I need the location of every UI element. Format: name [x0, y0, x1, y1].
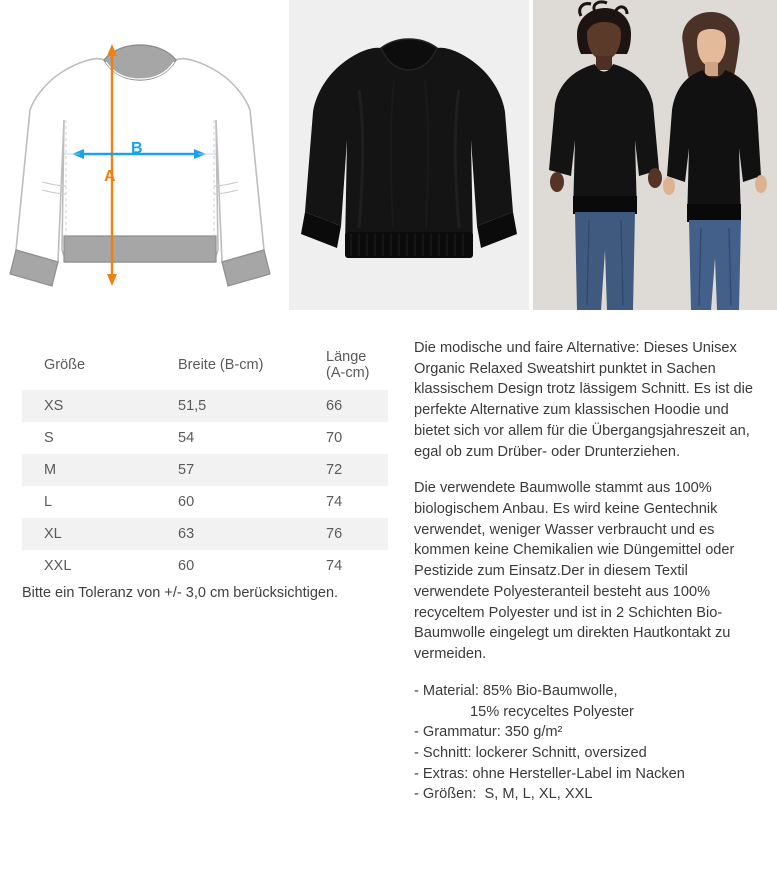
- technical-drawing-panel: [0, 0, 285, 310]
- column-header-size: Größe: [44, 357, 86, 373]
- cell-size: M: [44, 462, 57, 478]
- length-dimension-label: A: [104, 168, 116, 185]
- table-row: [22, 390, 388, 422]
- size-table-wrapper: [22, 340, 388, 582]
- cell-length: 74: [326, 558, 343, 574]
- table-row: [22, 518, 388, 550]
- spec-extras: - Extras: ohne Hersteller-Label im Nacken: [414, 765, 685, 782]
- cell-width: 54: [178, 430, 195, 446]
- cell-size: XXL: [44, 558, 72, 574]
- cell-size: XS: [44, 398, 64, 414]
- product-description: [414, 338, 754, 805]
- product-photo-panel: [289, 0, 529, 310]
- size-table-body: [22, 390, 388, 582]
- tolerance-note: Bitte ein Toleranz von +/- 3,0 cm berücksichtigen.: [22, 585, 339, 601]
- spec-fit: - Schnitt: lockerer Schnitt, oversized: [414, 744, 647, 761]
- cell-width: 63: [178, 526, 195, 542]
- spec-material-secondary: 15% recyceltes Polyester: [470, 703, 634, 720]
- description-paragraph-1: Die modische und faire Alternative: Dieses Unisex Organic Relaxed Sweatshirt punktet in Sachen klassischem Design trotz lässigem Schnitt. Es ist die perfekte Alternative zum klassischen Hoodie und bietet sich vor allem für die Übergangsjahreszeit an, egal ob zum Drüber- oder Drunterziehen.: [414, 340, 754, 460]
- width-dimension-label: B: [131, 140, 143, 157]
- cell-length: 66: [326, 398, 343, 414]
- spec-weight: - Grammatur: 350 g/m²: [414, 724, 563, 741]
- cell-size: XL: [44, 526, 62, 542]
- table-row: [22, 486, 388, 518]
- models-photo-panel: [533, 0, 777, 310]
- description-paragraph-2: Die verwendete Baumwolle stammt aus 100% biologischem Anbau. Es wird keine Gentechnik verwendet, weniger Wasser verbraucht und es kommen keine Chemikalien wie Düngemittel oder Pestizide zum Einsatz.Der in diesem Textil verwendete Polyesteranteil besteht aus 100% recyceltem Polyester und ist in 2 Schichten Bio-Baumwolle eingelegt um direkten Hautkontakt zu vermeiden.: [414, 480, 735, 663]
- size-table-header-row: [22, 340, 388, 390]
- cell-length: 76: [326, 526, 343, 542]
- black-sweatshirt-photo: [289, 0, 529, 310]
- cell-width: 51,5: [178, 398, 207, 414]
- product-image-row: [0, 0, 777, 310]
- specification-list: [414, 681, 754, 805]
- cell-length: 72: [326, 462, 343, 478]
- size-table-head: [22, 340, 388, 390]
- cell-size: L: [44, 494, 53, 510]
- table-row: [22, 454, 388, 486]
- column-header-length: Länge (A-cm): [326, 349, 370, 381]
- cell-width: 57: [178, 462, 195, 478]
- cell-width: 60: [178, 558, 195, 574]
- table-row: [22, 550, 388, 582]
- cell-length: 74: [326, 494, 343, 510]
- cell-length: 70: [326, 430, 343, 446]
- models-wearing-sweatshirt-photo: [533, 0, 777, 310]
- spec-sizes: - Größen: S, M, L, XL, XXL: [414, 786, 593, 803]
- cell-width: 60: [178, 494, 195, 510]
- cell-size: S: [44, 430, 54, 446]
- spec-material: - Material: 85% Bio-Baumwolle,: [414, 682, 618, 699]
- column-header-width: Breite (B-cm): [178, 357, 264, 373]
- size-table: [22, 340, 388, 582]
- table-row: [22, 422, 388, 454]
